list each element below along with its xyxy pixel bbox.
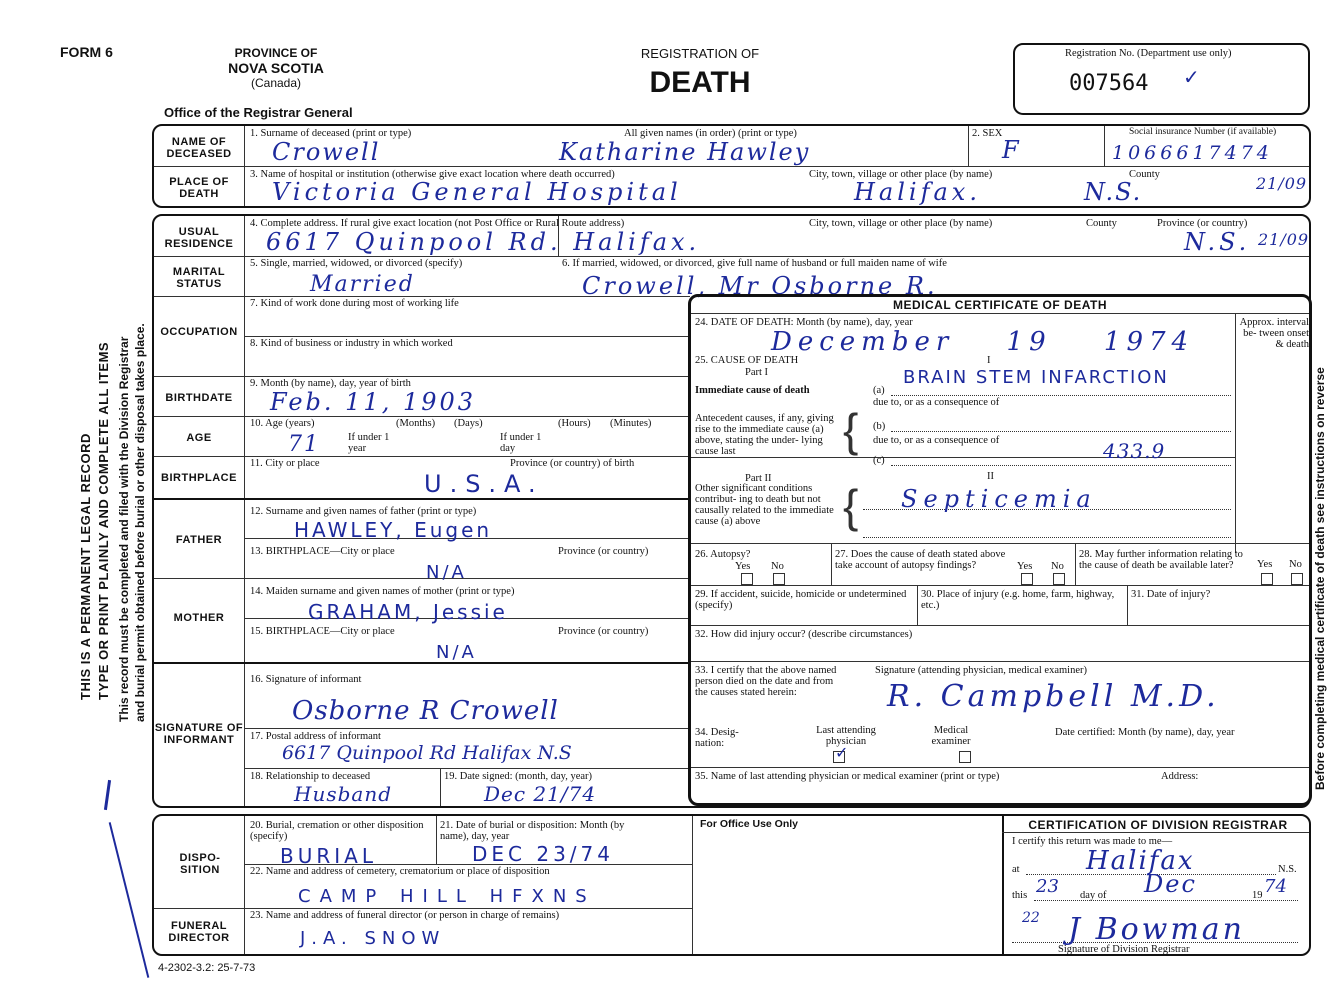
province-line3: (Canada) <box>250 76 302 90</box>
value-sex: F <box>1002 136 1021 164</box>
label-registrar-sig: Signature of Division Registrar <box>1058 944 1190 955</box>
label-months: (Months) <box>396 418 436 429</box>
side-legal-note-1: THIS IS A PERMANENT LEGAL RECORD <box>78 433 93 700</box>
label-certify: 33. I certify that the above named person died on the date and from the causes stated herein: <box>695 665 837 698</box>
label-findings-yes: Yes <box>1017 561 1033 572</box>
checkbox-findings-no[interactable] <box>1053 573 1065 585</box>
medical-certificate-box <box>688 294 1312 806</box>
label-industry: 8. Kind of business or industry in which worked <box>250 338 453 349</box>
label-mother: 14. Maiden surname and given names of mother (print or type) <box>250 586 515 597</box>
value-birthdate: Feb. 11, 1903 <box>270 388 477 416</box>
side-legal-note-3: This record must be completed and filed with the Division Registrar <box>117 336 131 722</box>
value-county-death: N.S. <box>1084 178 1143 206</box>
label-city-res: City, town, village or other place (by name) <box>809 218 993 229</box>
value-funeral: J.A. SNOW <box>300 928 446 949</box>
pen-mark-icon <box>109 822 150 978</box>
value-res-province: N.S. <box>1184 228 1251 256</box>
section-father: FATHER <box>175 534 223 546</box>
page-title: DEATH <box>649 66 751 99</box>
section-occupation: OCCUPATION <box>160 326 238 338</box>
label-last-attending: Last attending physician <box>816 725 876 747</box>
registration-number: 007564 <box>1069 71 1149 96</box>
label-c: (c) <box>873 455 885 466</box>
value-cause-other: Septicemia <box>901 485 1097 513</box>
label-autopsy-no: No <box>771 561 784 572</box>
label-father-bp: 13. BIRTHPLACE—City or place <box>250 546 395 557</box>
label-birthdate: 9. Month (by name), day, year of birth <box>250 378 411 389</box>
checkbox-medical-examiner[interactable] <box>959 751 971 763</box>
label-further-yes: Yes <box>1257 559 1273 570</box>
value-given: Katharine Hawley <box>559 138 811 166</box>
value-date-signed: Dec 21/74 <box>484 782 597 806</box>
label-burial-date: 21. Date of burial or disposition: Month (by name), day, year <box>440 820 625 842</box>
label-place-injury: 30. Place of injury (e.g. home, farm, highway, etc.) <box>921 589 1115 611</box>
check-mark-icon: ✓ <box>1183 67 1200 89</box>
section-age: AGE <box>186 432 212 444</box>
label-autopsy-findings: 27. Does the cause of death stated above take account of autopsy findings? <box>835 549 1006 571</box>
label-registrar-ns: N.S. <box>1278 864 1297 875</box>
value-relationship: Husband <box>294 782 392 806</box>
value-burial-date: DEC 23/74 <box>472 842 614 866</box>
label-date-certified: Date certified: Month (by name), day, year <box>1055 727 1235 738</box>
side-legal-note-4: and burial permit obtained before burial or other disposal takes place. <box>133 323 147 722</box>
label-physician-sig: Signature (attending physician, medical examiner) <box>875 665 1087 676</box>
label-cause: 25. CAUSE OF DEATH <box>695 355 799 366</box>
label-medical-examiner: Medical examiner <box>931 725 971 747</box>
label-informant-addr: 17. Postal address of informant <box>250 731 381 742</box>
label-spouse: 6. If married, widowed, or divorced, give full name of husband or full maiden name of wife <box>562 258 947 269</box>
value-marital: Married <box>310 272 415 297</box>
label-minutes: (Minutes) <box>610 418 652 429</box>
value-date-of-death: December 19 1974 <box>771 327 1195 357</box>
label-birth-city: 11. City or place <box>250 458 320 469</box>
checkbox-further-yes[interactable] <box>1261 573 1273 585</box>
label-relationship: 18. Relationship to deceased <box>250 771 371 782</box>
disposition-box <box>152 814 1311 956</box>
label-county-death: County <box>1129 169 1160 180</box>
label-registrar-this: this <box>1012 890 1028 901</box>
label-work: 7. Kind of work done during most of working life <box>250 298 459 309</box>
section-marital: MARITAL STATUS <box>172 266 226 290</box>
label-sin: Social insurance Number (if available) <box>1129 127 1277 137</box>
value-father-bp: N/A <box>426 562 467 583</box>
value-sin: 1066617474 <box>1112 142 1273 164</box>
label-approx-interval: Approx. interval be- tween onset & death <box>1239 317 1309 350</box>
section-disposition: DISPO- SITION <box>179 852 221 876</box>
label-under-year: If under 1 year <box>348 432 390 454</box>
label-city-death: City, town, village or other place (by name) <box>809 169 993 180</box>
value-disposition: BURIAL <box>280 844 377 868</box>
label-funeral: 23. Name and address of funeral director (or person in charge of remains) <box>250 910 560 921</box>
value-res-code: 21/09 <box>1258 230 1310 249</box>
section-signature: SIGNATURE OF INFORMANT <box>154 722 244 746</box>
value-informant-sig: Osborne R Crowell <box>292 696 559 726</box>
label-age: 10. Age (years) <box>250 418 315 429</box>
label-registrar-certify: I certify this return was made to me— <box>1012 836 1173 847</box>
value-registrar-sig: J Bowman <box>1068 912 1246 947</box>
value-birthplace: U.S.A. <box>424 470 544 498</box>
value-registrar-extra: 22 <box>1022 910 1040 926</box>
label-father: 12. Surname and given names of father (print or type) <box>250 506 477 517</box>
label-father-bp-prov: Province (or country) <box>558 546 649 557</box>
label-immediate: Immediate cause of death <box>695 385 810 396</box>
province-line2: NOVA SCOTIA <box>228 60 324 76</box>
side-legal-note-2: TYPE OR PRINT PLAINLY AND COMPLETE ALL ITEMS <box>96 341 111 700</box>
registration-of: REGISTRATION OF <box>640 46 760 61</box>
label-date-signed: 19. Date signed: (month, day, year) <box>444 771 593 782</box>
label-burial: 20. Burial, cremation or other disposition (specify) <box>250 820 424 842</box>
name-place-box <box>152 124 1311 208</box>
label-antecedent: Antecedent causes, if any, giving rise to the immediate cause (a) above, stating the under- lying cause last <box>695 413 834 457</box>
brace-icon-2: { <box>843 480 859 532</box>
value-county-code: 21/09 <box>1256 174 1308 193</box>
value-hospital: Victoria General Hospital <box>272 178 682 206</box>
province-line1: PROVINCE OF <box>234 46 318 60</box>
section-residence: USUAL RESIDENCE <box>164 226 234 250</box>
value-surname: Crowell <box>272 138 381 166</box>
label-roman-2: II <box>987 471 994 482</box>
label-under-day: If under 1 day <box>500 432 542 454</box>
label-hours: (Hours) <box>558 418 591 429</box>
value-age: 71 <box>288 432 320 457</box>
label-days: (Days) <box>454 418 483 429</box>
value-cause-a: BRAIN STEM INFARCTION <box>903 367 1169 388</box>
pen-mark-icon <box>104 780 111 810</box>
checkbox-findings-yes[interactable] <box>1021 573 1033 585</box>
registration-number-label: Registration No. (Department use only) <box>1065 48 1232 59</box>
label-further-info: 28. May further information relating to the cause of death be available later? <box>1079 549 1243 571</box>
value-icd: 433.9 <box>1103 439 1166 463</box>
checkbox-autopsy-no[interactable] <box>773 573 785 585</box>
label-part2: Part II <box>745 473 772 484</box>
label-due-1: due to, or as a consequence of <box>873 397 1000 408</box>
section-place: PLACE OF DEATH <box>169 176 229 200</box>
label-findings-no: No <box>1051 561 1064 572</box>
value-registrar-at: Halifax <box>1086 846 1195 876</box>
label-roman-1: I <box>987 355 991 366</box>
value-mother: GRAHAM, Jessie <box>308 600 508 624</box>
label-autopsy-yes: Yes <box>735 561 751 572</box>
label-physician-name: 35. Name of last attending physician or medical examiner (print or type) <box>695 771 1000 782</box>
label-surname: 1. Surname of deceased (print or type) <box>250 128 412 139</box>
label-autopsy: 26. Autopsy? <box>695 549 751 560</box>
form-code: 4-2302-3.2: 25-7-73 <box>158 962 256 974</box>
value-cemetery: CAMP HILL HFXNS <box>298 886 596 907</box>
label-mother-bp: 15. BIRTHPLACE—City or place <box>250 626 395 637</box>
label-address: 4. Complete address. If rural give exact location (not Post Office or Rural Route address) <box>250 218 625 229</box>
medical-title: MEDICAL CERTIFICATE OF DEATH <box>893 298 1107 312</box>
label-a: (a) <box>873 385 885 396</box>
checkbox-further-no[interactable] <box>1291 573 1303 585</box>
value-mother-bp: N/A <box>436 642 477 663</box>
label-informant-sig: 16. Signature of informant <box>250 674 362 685</box>
form-number: FORM 6 <box>60 44 113 60</box>
label-physician-address: Address: <box>1161 771 1199 782</box>
check-mark-icon: ✓ <box>835 745 849 762</box>
label-hospital: 3. Name of hospital or institution (otherwise give exact location where death occurred) <box>250 169 615 180</box>
label-further-no: No <box>1289 559 1302 570</box>
section-birthplace: BIRTHPLACE <box>161 472 237 484</box>
label-b: (b) <box>873 421 886 432</box>
province-header <box>196 46 356 90</box>
label-given: All given names (in order) (print or type) <box>624 128 797 139</box>
value-informant-addr: 6617 Quinpool Rd Halifax N.S <box>282 742 572 764</box>
value-registrar-year: 74 <box>1264 876 1287 897</box>
label-how-injury: 32. How did injury occur? (describe circumstances) <box>695 629 913 640</box>
section-mother: MOTHER <box>173 612 225 624</box>
label-registrar-year: 19 <box>1252 890 1263 901</box>
registrar-cert-title: CERTIFICATION OF DIVISION REGISTRAR <box>1028 818 1288 832</box>
value-city-death: Halifax. <box>854 178 981 206</box>
label-due-2: due to, or as a consequence of <box>873 435 1000 446</box>
office-title: Office of the Registrar General <box>164 105 353 120</box>
brace-icon: { <box>843 404 859 456</box>
label-marital: 5. Single, married, widowed, or divorced (specify) <box>250 258 463 269</box>
value-address: 6617 Quinpool Rd. Halifax. <box>266 228 701 256</box>
label-province-res: Province (or country) <box>1157 218 1248 229</box>
section-name: NAME OF DECEASED <box>166 136 232 160</box>
value-registrar-day: 23 <box>1036 876 1059 897</box>
label-mother-bp-prov: Province (or country) <box>558 626 649 637</box>
label-accident: 29. If accident, suicide, homicide or undetermined (specify) <box>695 589 907 611</box>
checkbox-autopsy-yes[interactable] <box>741 573 753 585</box>
label-designation: 34. Desig- nation: <box>695 727 739 749</box>
label-registrar-day-of: day of <box>1080 890 1107 901</box>
label-county-res: County <box>1086 218 1117 229</box>
label-birth-province: Province (or country) of birth <box>510 458 635 469</box>
label-date-injury: 31. Date of injury? <box>1131 589 1211 600</box>
label-registrar-at: at <box>1012 864 1020 875</box>
registration-number-box <box>1013 43 1310 115</box>
section-funeral: FUNERAL DIRECTOR <box>168 920 230 944</box>
side-instructions-note: Before completing medical certificate of death see instructions on reverse <box>1313 367 1327 790</box>
value-physician-sig: R. Campbell M.D. <box>887 679 1220 714</box>
section-birthdate: BIRTHDATE <box>165 392 233 404</box>
label-other-conditions: Other significant conditions contribut- ing to death but not causally related to the immediate cause (a) above <box>695 483 834 527</box>
label-sex: 2. SEX <box>972 128 1003 139</box>
value-father: HAWLEY, Eugen <box>294 518 493 542</box>
label-office-use: For Office Use Only <box>700 818 799 830</box>
label-part1: Part I <box>745 367 769 378</box>
label-cemetery: 22. Name and address of cemetery, crematorium or place of disposition <box>250 866 550 877</box>
value-spouse: Crowell, Mr Osborne R. <box>582 272 938 300</box>
value-registrar-month: Dec <box>1144 870 1197 898</box>
label-date-of-death: 24. DATE OF DEATH: Month (by name), day, year <box>695 317 913 328</box>
